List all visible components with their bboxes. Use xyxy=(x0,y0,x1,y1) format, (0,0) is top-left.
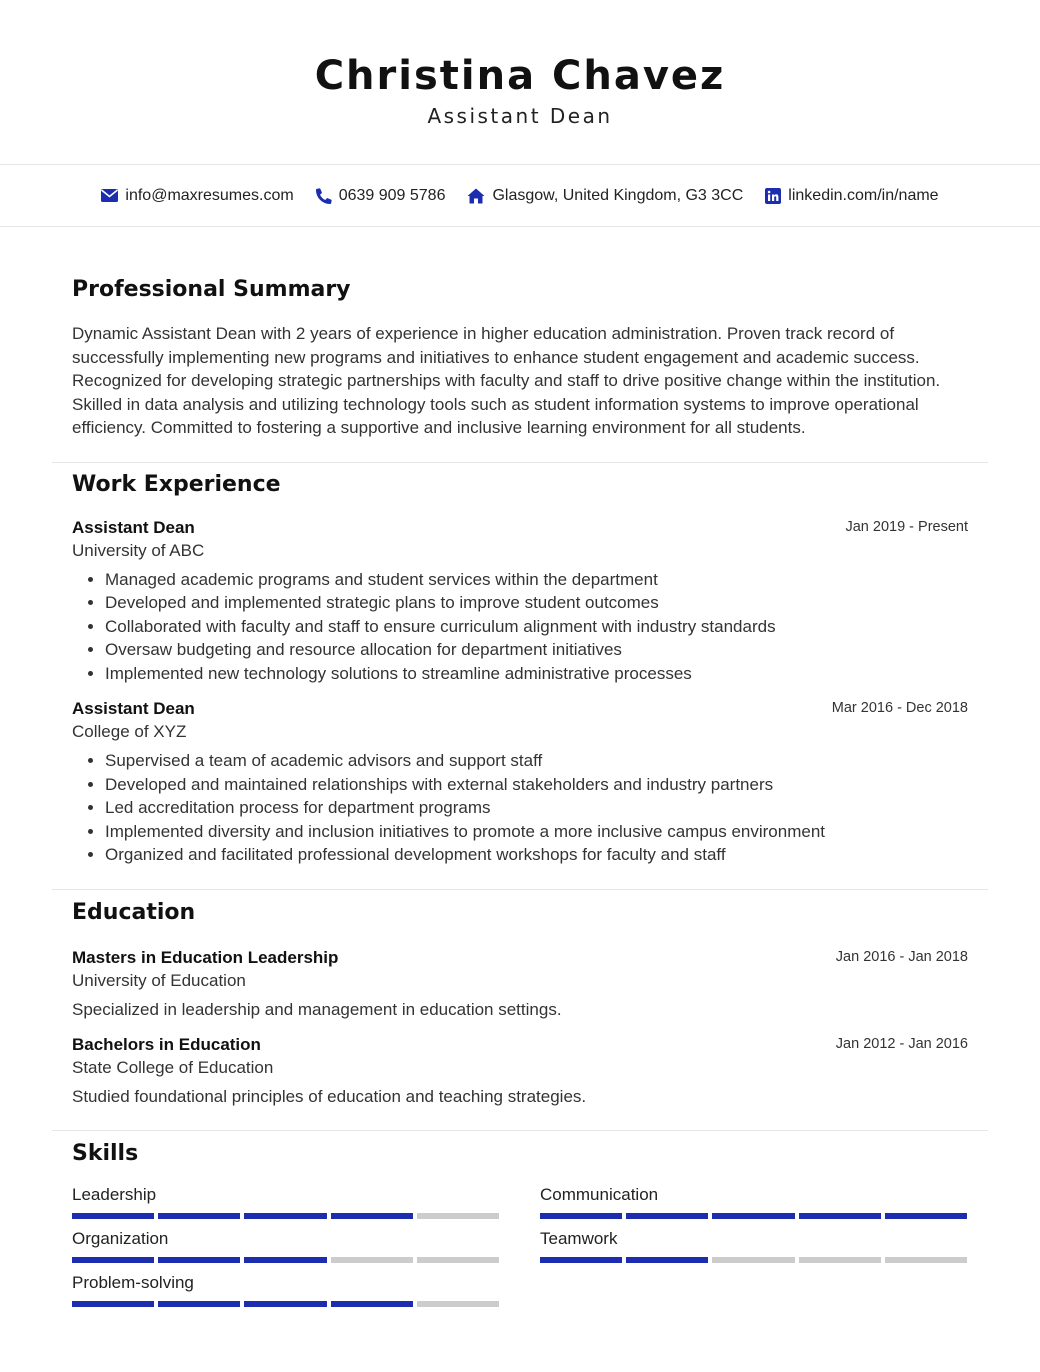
school-name: University of Education xyxy=(72,970,246,990)
skills-section xyxy=(52,1131,988,1307)
job-entry xyxy=(72,698,968,867)
education-header xyxy=(72,1034,968,1056)
skill-segment-filled xyxy=(540,1213,622,1219)
skill-segment-filled xyxy=(158,1301,240,1307)
list-item: • Managed academic programs and student services within the department xyxy=(105,568,968,592)
job-bullets xyxy=(72,568,968,686)
list-item: • Developed and implemented strategic plans to improve student outcomes xyxy=(105,591,968,615)
skill-segment-filled xyxy=(244,1213,326,1219)
list-item: • Developed and maintained relationships with external stakeholders and industry partners xyxy=(105,773,968,797)
skill-item xyxy=(72,1272,499,1307)
location-text: Glasgow, United Kingdom, G3 3CC xyxy=(492,186,744,204)
skill-segment-filled xyxy=(244,1257,326,1263)
envelope-icon xyxy=(101,189,118,202)
skills-grid xyxy=(72,1184,968,1307)
home-icon xyxy=(467,188,485,204)
skill-segment-filled xyxy=(244,1301,326,1307)
summary-section xyxy=(52,227,988,463)
experience-section xyxy=(52,463,988,890)
skill-name: Communication xyxy=(540,1184,659,1204)
summary-text: Dynamic Assistant Dean with 2 years of experience in higher education administration. Proven track record of successfully implementing new programs and initiatives to enhance student engagement and academic success. Recognized for developing strategic partnerships with faculty and staff to drive positive change within the institution. Skilled in data analysis and utilizing technology tools such as student information systems to improve operational efficiency. Committed to fostering a supportive and inclusive learning environment for all students. xyxy=(72,324,941,437)
list-item: • Oversaw budgeting and resource allocation for department initiatives xyxy=(105,638,968,662)
phone-text: 0639 909 5786 xyxy=(338,186,446,204)
email-text: info@maxresumes.com xyxy=(125,186,294,204)
job-header xyxy=(72,698,968,720)
skill-item xyxy=(540,1228,967,1263)
contact-phone[interactable] xyxy=(316,187,446,205)
skill-segment-empty xyxy=(799,1257,881,1263)
degree-title: Bachelors in Education xyxy=(72,1034,261,1054)
skill-segment-empty xyxy=(417,1213,499,1219)
experience-heading: Work Experience xyxy=(72,471,281,497)
job-bullets xyxy=(72,749,968,867)
skill-segment-empty xyxy=(417,1301,499,1307)
phone-icon xyxy=(316,188,332,204)
education-entry xyxy=(72,947,968,1021)
education-header xyxy=(72,947,968,969)
skill-name: Leadership xyxy=(72,1184,157,1204)
skill-segment-filled xyxy=(331,1301,413,1307)
contact-location xyxy=(467,187,743,205)
skill-name: Organization xyxy=(72,1228,169,1248)
skill-segment-empty xyxy=(885,1257,967,1263)
summary-heading: Professional Summary xyxy=(72,277,351,302)
skill-segment-filled xyxy=(158,1257,240,1263)
linkedin-icon xyxy=(765,188,781,204)
job-dates: Jan 2019 - Present xyxy=(845,518,968,535)
skill-segment-empty xyxy=(712,1257,794,1263)
skill-item xyxy=(540,1184,967,1219)
education-heading: Education xyxy=(72,899,196,925)
skill-segment-filled xyxy=(799,1213,881,1219)
skill-segment-empty xyxy=(417,1257,499,1263)
skill-name: Teamwork xyxy=(540,1228,618,1248)
skill-name: Problem-solving xyxy=(72,1272,194,1292)
education-entry xyxy=(72,1034,968,1108)
skill-segment-filled xyxy=(158,1213,240,1219)
skill-item xyxy=(72,1184,499,1219)
education-description: Specialized in leadership and management in education settings. xyxy=(72,999,562,1019)
skill-level-bar xyxy=(540,1213,967,1219)
skill-item xyxy=(72,1228,499,1263)
linkedin-text: linkedin.com/in/name xyxy=(788,186,939,204)
contact-linkedin[interactable] xyxy=(765,187,938,205)
list-item: • Implemented new technology solutions to streamline administrative processes xyxy=(105,662,968,686)
skill-segment-filled xyxy=(885,1213,967,1219)
school-name: State College of Education xyxy=(72,1057,274,1077)
job-entry xyxy=(72,517,968,686)
skill-segment-filled xyxy=(540,1257,622,1263)
education-dates: Jan 2012 - Jan 2016 xyxy=(835,1035,968,1052)
list-item: • Supervised a team of academic advisors and support staff xyxy=(105,749,968,773)
job-title: Assistant Dean xyxy=(72,517,195,537)
contact-email[interactable] xyxy=(101,187,293,205)
education-dates: Jan 2016 - Jan 2018 xyxy=(835,948,968,965)
list-item: • Implemented diversity and inclusion initiatives to promote a more inclusive campus environment xyxy=(105,820,968,844)
skill-segment-filled xyxy=(72,1213,154,1219)
skill-level-bar xyxy=(540,1257,967,1263)
education-description: Studied foundational principles of education and teaching strategies. xyxy=(72,1086,587,1106)
skill-level-bar xyxy=(72,1257,499,1263)
job-organization: College of XYZ xyxy=(72,722,187,741)
job-organization: University of ABC xyxy=(72,540,205,560)
list-item: • Organized and facilitated professional development workshops for faculty and staff xyxy=(105,843,968,867)
list-item: • Collaborated with faculty and staff to ensure curriculum alignment with industry standards xyxy=(105,615,968,639)
skill-level-bar xyxy=(72,1213,499,1219)
skill-segment-filled xyxy=(331,1213,413,1219)
job-dates: Mar 2016 - Dec 2018 xyxy=(831,700,968,716)
candidate-name: Christina Chavez xyxy=(314,53,726,99)
job-header xyxy=(72,517,968,539)
resume-content xyxy=(0,227,1040,1307)
skill-level-bar xyxy=(72,1301,499,1307)
degree-title: Masters in Education Leadership xyxy=(72,947,339,967)
skill-segment-filled xyxy=(72,1301,154,1307)
skill-segment-filled xyxy=(72,1257,154,1263)
job-title: Assistant Dean xyxy=(72,699,195,718)
skills-heading: Skills xyxy=(72,1140,139,1166)
contact-bar xyxy=(0,165,1040,227)
skill-segment-filled xyxy=(712,1213,794,1219)
education-section xyxy=(52,890,988,1131)
list-item: • Led accreditation process for department programs xyxy=(105,796,968,820)
candidate-title: Assistant Dean xyxy=(427,104,613,128)
skill-segment-filled xyxy=(626,1257,708,1263)
resume-header xyxy=(0,0,1040,165)
skill-segment-empty xyxy=(331,1257,413,1263)
skill-segment-filled xyxy=(626,1213,708,1219)
